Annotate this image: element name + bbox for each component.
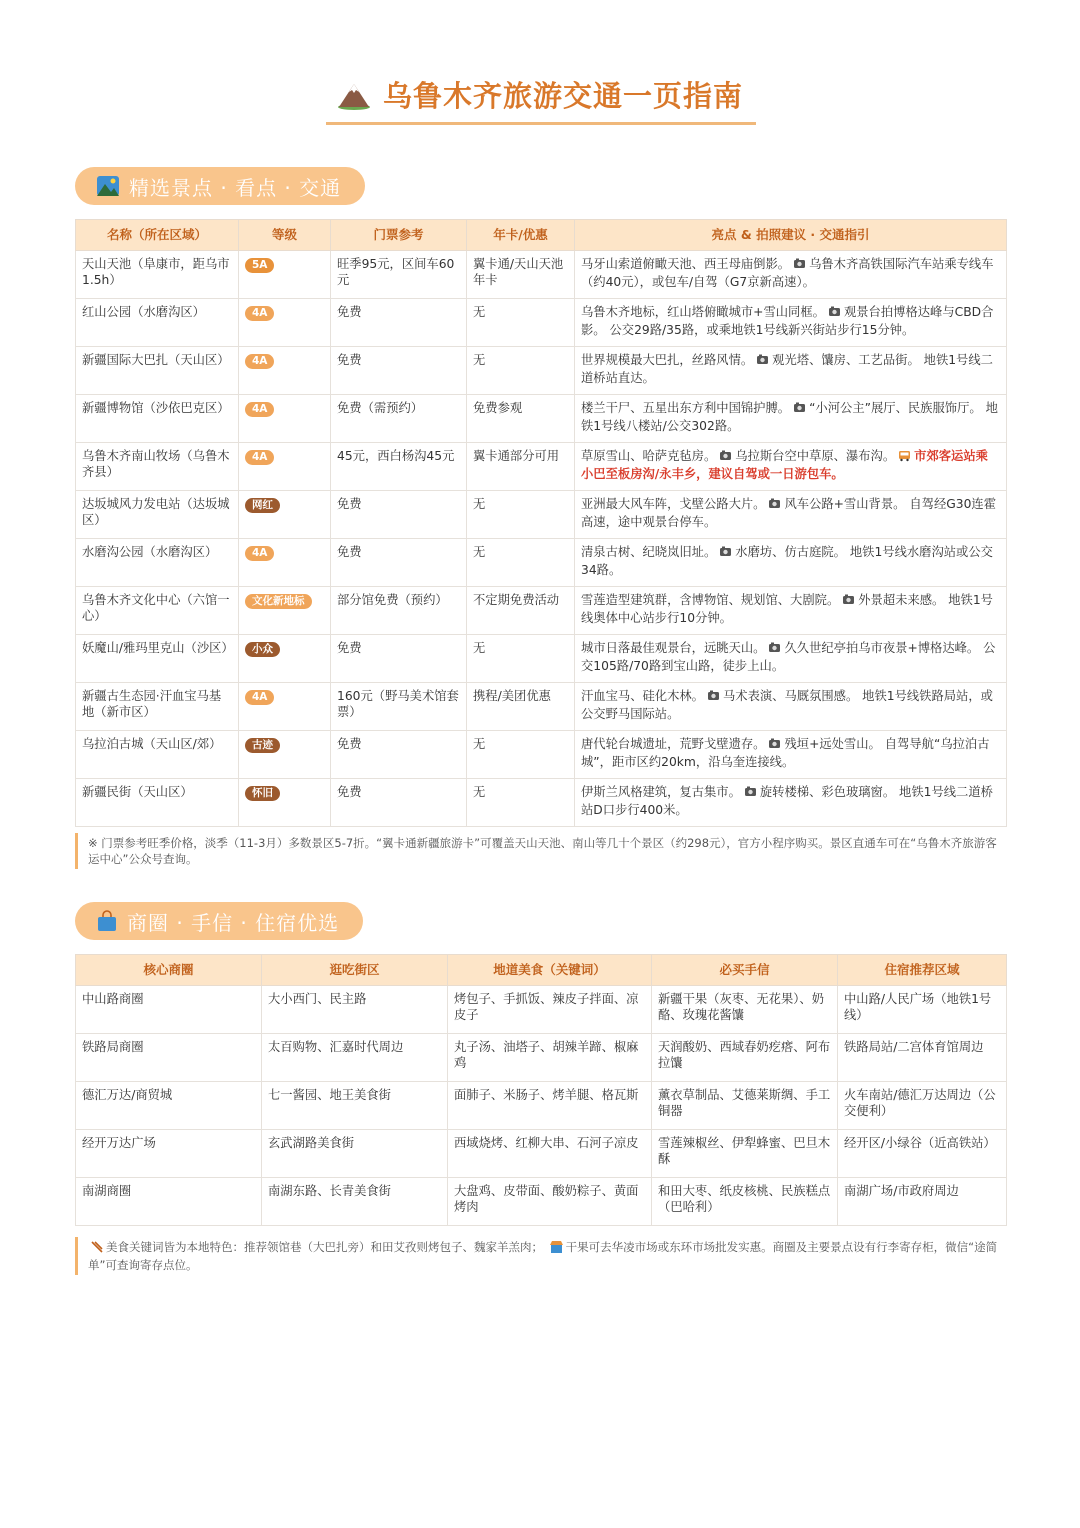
food-note — [75, 1237, 1008, 1275]
attraction-name: 水磨沟公园（水磨沟区） — [76, 539, 239, 587]
discount-info: 无 — [467, 779, 575, 827]
highlight-cell — [575, 539, 1007, 587]
column-header: 门票参考 — [331, 220, 467, 251]
attraction-name: 新疆古生态园·汗血宝马基地（新市区） — [76, 683, 239, 731]
discount-info: 无 — [467, 731, 575, 779]
page-title — [333, 74, 747, 125]
attraction-name: 天山天池（阜康市，距乌市1.5h） — [76, 251, 239, 299]
title-area — [0, 74, 1080, 125]
table-row — [76, 587, 1007, 635]
lodging-area: 经开区/小绿谷（近高铁站） — [838, 1130, 1007, 1178]
ticket-price: 免费（需预约） — [331, 395, 467, 443]
discount-info: 无 — [467, 299, 575, 347]
camera-icon — [756, 353, 769, 370]
highlight-text: 唐代轮台城遗址，荒野戈壁遗存。 — [581, 737, 766, 751]
level-badge: 文化新地标 — [245, 594, 312, 609]
level-badge: 4A — [245, 546, 274, 561]
ticket-price: 免费 — [331, 299, 467, 347]
transport-text: 旋转楼梯、彩色玻璃窗。 地铁1号线二道桥站D口步行400米。 — [581, 785, 993, 817]
food-note-text-b: 干果可去华凌市场或东环市场批发实惠。商圈及主要景点设有行李寄存柜，微信“途简单”可查询寄存点位。 — [88, 1240, 998, 1272]
attraction-name: 达坂城风力发电站（达坂城区） — [76, 491, 239, 539]
transport-text: 久久世纪亭拍乌市夜景+博格达峰。 公交105路/70路到宝山路，徒步上山。 — [581, 641, 996, 673]
discount-info: 携程/美团优惠 — [467, 683, 575, 731]
table-row — [76, 299, 1007, 347]
highlight-cell — [575, 251, 1007, 299]
column-header: 逛吃街区 — [262, 955, 448, 986]
district-name: 铁路局商圈 — [76, 1034, 262, 1082]
attraction-name: 乌鲁木齐南山牧场（乌鲁木齐县） — [76, 443, 239, 491]
level-badge: 4A — [245, 690, 274, 705]
highlight-text: 雪莲造型建筑群，含博物馆、规划馆、大剧院。 — [581, 593, 840, 607]
lodging-area: 火车南站/德汇万达周边（公交便利） — [838, 1082, 1007, 1130]
table-row — [76, 1082, 1007, 1130]
table-row — [76, 539, 1007, 587]
transport-text: 观光塔、馕房、工艺品街。 地铁1号线二道桥站直达。 — [581, 353, 993, 385]
local-food: 大盘鸡、皮带面、酸奶粽子、黄面烤肉 — [448, 1178, 652, 1226]
highlight-text: 伊斯兰风格建筑，复古集市。 — [581, 785, 741, 799]
shop-icon — [550, 1241, 563, 1257]
highlight-cell — [575, 587, 1007, 635]
food-street: 南湖东路、长青美食街 — [262, 1178, 448, 1226]
bus-icon — [898, 449, 911, 466]
column-header: 核心商圈 — [76, 955, 262, 986]
highlight-cell — [575, 779, 1007, 827]
level-cell — [239, 635, 331, 683]
souvenir: 雪莲辣椒丝、伊犁蜂蜜、巴旦木酥 — [652, 1130, 838, 1178]
local-food: 丸子汤、油塔子、胡辣羊蹄、椒麻鸡 — [448, 1034, 652, 1082]
level-cell — [239, 299, 331, 347]
column-header: 名称（所在区域） — [76, 220, 239, 251]
camera-icon — [707, 689, 720, 706]
discount-info: 翼卡通部分可用 — [467, 443, 575, 491]
ticket-price: 免费 — [331, 779, 467, 827]
ticket-price: 免费 — [331, 635, 467, 683]
local-food: 面肺子、米肠子、烤羊腿、格瓦斯 — [448, 1082, 652, 1130]
table-row — [76, 683, 1007, 731]
lodging-area: 铁路局站/二宫体育馆周边 — [838, 1034, 1007, 1082]
lodging-area: 中山路/人民广场（地铁1号线） — [838, 986, 1007, 1034]
level-cell — [239, 539, 331, 587]
table-row — [76, 251, 1007, 299]
table-row — [76, 986, 1007, 1034]
level-badge: 4A — [245, 450, 274, 465]
attraction-name: 乌拉泊古城（天山区/郊） — [76, 731, 239, 779]
transport-text: 观景台拍博格达峰与CBD合影。 公交29路/35路，或乘地铁1号线新兴街站步行15分钟。 — [581, 305, 994, 337]
ticket-price: 免费 — [331, 347, 467, 395]
ticket-price: 部分馆免费（预约） — [331, 587, 467, 635]
souvenir: 天润酸奶、西域春奶疙瘩、阿布拉馕 — [652, 1034, 838, 1082]
highlight-cell — [575, 635, 1007, 683]
camera-icon — [719, 449, 732, 466]
souvenir: 薰衣草制品、艾德莱斯绸、手工铜器 — [652, 1082, 838, 1130]
page-title-text: 乌鲁木齐旅游交通一页指南 — [382, 79, 743, 113]
discount-info: 无 — [467, 347, 575, 395]
column-header: 亮点 & 拍照建议 · 交通指引 — [575, 220, 1007, 251]
attraction-name: 妖魔山/雅玛里克山（沙区） — [76, 635, 239, 683]
level-badge: 4A — [245, 402, 274, 417]
transport-text: 水磨坊、仿古庭院。 地铁1号线水磨沟站或公交34路。 — [581, 545, 993, 577]
shopping-bag-icon — [97, 910, 117, 932]
district-name: 中山路商圈 — [76, 986, 262, 1034]
chopsticks-icon — [91, 1241, 103, 1257]
camera-icon — [768, 737, 781, 754]
highlight-text: 亚洲最大风车阵，戈壁公路大片。 — [581, 497, 766, 511]
transport-text: 马术表演、马厩氛围感。 地铁1号线铁路局站，或公交野马国际站。 — [581, 689, 993, 721]
level-cell — [239, 587, 331, 635]
table-row — [76, 635, 1007, 683]
highlight-text: 汗血宝马、硅化木林。 — [581, 689, 704, 703]
title-underline — [326, 122, 756, 125]
table-row — [76, 779, 1007, 827]
highlight-cell — [575, 443, 1007, 491]
section-header-attractions — [75, 167, 365, 205]
local-food: 西域烧烤、红柳大串、石河子凉皮 — [448, 1130, 652, 1178]
souvenir: 新疆干果（灰枣、无花果）、奶酪、玫瑰花酱馕 — [652, 986, 838, 1034]
table-row — [76, 347, 1007, 395]
attraction-name: 新疆博物馆（沙依巴克区） — [76, 395, 239, 443]
discount-info: 翼卡通/天山天池年卡 — [467, 251, 575, 299]
section-header-shopping — [75, 902, 363, 940]
table-header-row — [76, 220, 1007, 251]
section-title: 商圈 · 手信 · 住宿优选 — [127, 910, 340, 935]
food-table — [75, 954, 1007, 1226]
discount-info: 无 — [467, 491, 575, 539]
highlight-text: 清泉古树、纪晓岚旧址。 — [581, 545, 717, 559]
transport-text: 外景超未来感。 地铁1号线奥体中心站步行10分钟。 — [581, 593, 993, 625]
highlight-cell — [575, 683, 1007, 731]
mountain-icon — [337, 80, 371, 110]
local-food: 烤包子、手抓饭、辣皮子拌面、凉皮子 — [448, 986, 652, 1034]
transport-text: “小河公主”展厅、民族服饰厅。 地铁1号线八楼站/公交302路。 — [581, 401, 998, 433]
camera-icon — [768, 641, 781, 658]
highlight-cell — [575, 347, 1007, 395]
level-cell — [239, 443, 331, 491]
ticket-price: 旺季95元，区间车60元 — [331, 251, 467, 299]
camera-icon — [842, 593, 855, 610]
level-badge: 小众 — [245, 642, 280, 657]
column-header: 住宿推荐区域 — [838, 955, 1007, 986]
attraction-name: 新疆国际大巴扎（天山区） — [76, 347, 239, 395]
ticket-price: 160元（野马美术馆套票） — [331, 683, 467, 731]
ticket-price: 45元，西白杨沟45元 — [331, 443, 467, 491]
section-title: 精选景点 · 看点 · 交通 — [129, 175, 342, 200]
level-badge: 古迹 — [245, 738, 280, 753]
table-header-row — [76, 955, 1007, 986]
food-street: 玄武湖路美食街 — [262, 1130, 448, 1178]
highlight-text: 世界规模最大巴扎，丝路风情。 — [581, 353, 754, 367]
camera-icon — [793, 257, 806, 274]
table-row — [76, 443, 1007, 491]
level-badge: 4A — [245, 354, 274, 369]
transport-text: 风车公路+雪山背景。 自驾经G30连霍高速，途中观景台停车。 — [581, 497, 997, 529]
lodging-area: 南湖广场/市政府周边 — [838, 1178, 1007, 1226]
camera-icon — [719, 545, 732, 562]
discount-info: 无 — [467, 635, 575, 683]
table-row — [76, 1130, 1007, 1178]
level-cell — [239, 395, 331, 443]
district-name: 南湖商圈 — [76, 1178, 262, 1226]
landscape-icon — [97, 176, 119, 196]
ticket-price: 免费 — [331, 539, 467, 587]
level-cell — [239, 779, 331, 827]
highlight-cell — [575, 395, 1007, 443]
food-street: 七一酱园、地王美食街 — [262, 1082, 448, 1130]
column-header: 年卡/优惠 — [467, 220, 575, 251]
attractions-note: ※ 门票参考旺季价格，淡季（11-3月）多数景区5-7折。“翼卡通新疆旅游卡”可覆盖天山天池、南山等几十个景区（约298元），官方小程序购买。景区直通车可在“乌鲁木齐旅游客运中心”公众号查询。 — [75, 833, 1008, 869]
transport-text: 残垣+远处雪山。 自驾导航“乌拉泊古城”，距市区约20km，沿乌奎连接线。 — [581, 737, 990, 769]
highlight-text: 城市日落最佳观景台，远眺天山。 — [581, 641, 766, 655]
level-badge: 5A — [245, 258, 274, 273]
food-street: 大小西门、民主路 — [262, 986, 448, 1034]
transport-text: 乌拉斯台空中草原、瀑布沟。 — [735, 449, 896, 463]
discount-info: 免费参观 — [467, 395, 575, 443]
table-row — [76, 1034, 1007, 1082]
highlight-cell — [575, 299, 1007, 347]
transport-text: 乌鲁木齐高铁国际汽车站乘专线车（约40元），或包车/自驾（G7京新高速）。 — [581, 257, 994, 289]
camera-icon — [793, 401, 806, 418]
level-badge: 网红 — [245, 498, 280, 513]
table-row — [76, 395, 1007, 443]
ticket-price: 免费 — [331, 731, 467, 779]
highlight-text: 草原雪山、哈萨克毡房。 — [581, 449, 717, 463]
table-row — [76, 1178, 1007, 1226]
attraction-name: 乌鲁木齐文化中心（六馆一心） — [76, 587, 239, 635]
discount-info: 不定期免费活动 — [467, 587, 575, 635]
table-row — [76, 731, 1007, 779]
discount-info: 无 — [467, 539, 575, 587]
food-street: 太百购物、汇嘉时代周边 — [262, 1034, 448, 1082]
level-cell — [239, 731, 331, 779]
column-header: 必买手信 — [652, 955, 838, 986]
ticket-price: 免费 — [331, 491, 467, 539]
highlight-text: 楼兰干尸、五星出东方利中国锦护膊。 — [581, 401, 791, 415]
camera-icon — [828, 305, 841, 322]
district-name: 经开万达广场 — [76, 1130, 262, 1178]
highlight-cell — [575, 731, 1007, 779]
column-header: 等级 — [239, 220, 331, 251]
column-header: 地道美食（关键词） — [448, 955, 652, 986]
souvenir: 和田大枣、纸皮核桃、民族糕点（巴哈利） — [652, 1178, 838, 1226]
highlight-text: 马牙山索道俯瞰天池、西王母庙倒影。 — [581, 257, 791, 271]
transport-warning: 市郊客运站乘小巴至板房沟/永丰乡，建议自驾或一日游包车。 — [581, 449, 988, 481]
district-name: 德汇万达/商贸城 — [76, 1082, 262, 1130]
food-note-text-a: 美食关键词皆为本地特色：推荐领馆巷（大巴扎旁）和田艾孜则烤包子、魏家羊羔肉； — [106, 1240, 543, 1254]
highlight-cell — [575, 491, 1007, 539]
level-cell — [239, 251, 331, 299]
attraction-name: 红山公园（水磨沟区） — [76, 299, 239, 347]
highlight-text: 乌鲁木齐地标，红山塔俯瞰城市+雪山同框。 — [581, 305, 825, 319]
table-row — [76, 491, 1007, 539]
attractions-table — [75, 219, 1007, 827]
camera-icon — [744, 785, 757, 802]
attraction-name: 新疆民街（天山区） — [76, 779, 239, 827]
camera-icon — [768, 497, 781, 514]
level-cell — [239, 491, 331, 539]
level-cell — [239, 347, 331, 395]
level-cell — [239, 683, 331, 731]
level-badge: 4A — [245, 306, 274, 321]
level-badge: 怀旧 — [245, 786, 280, 801]
